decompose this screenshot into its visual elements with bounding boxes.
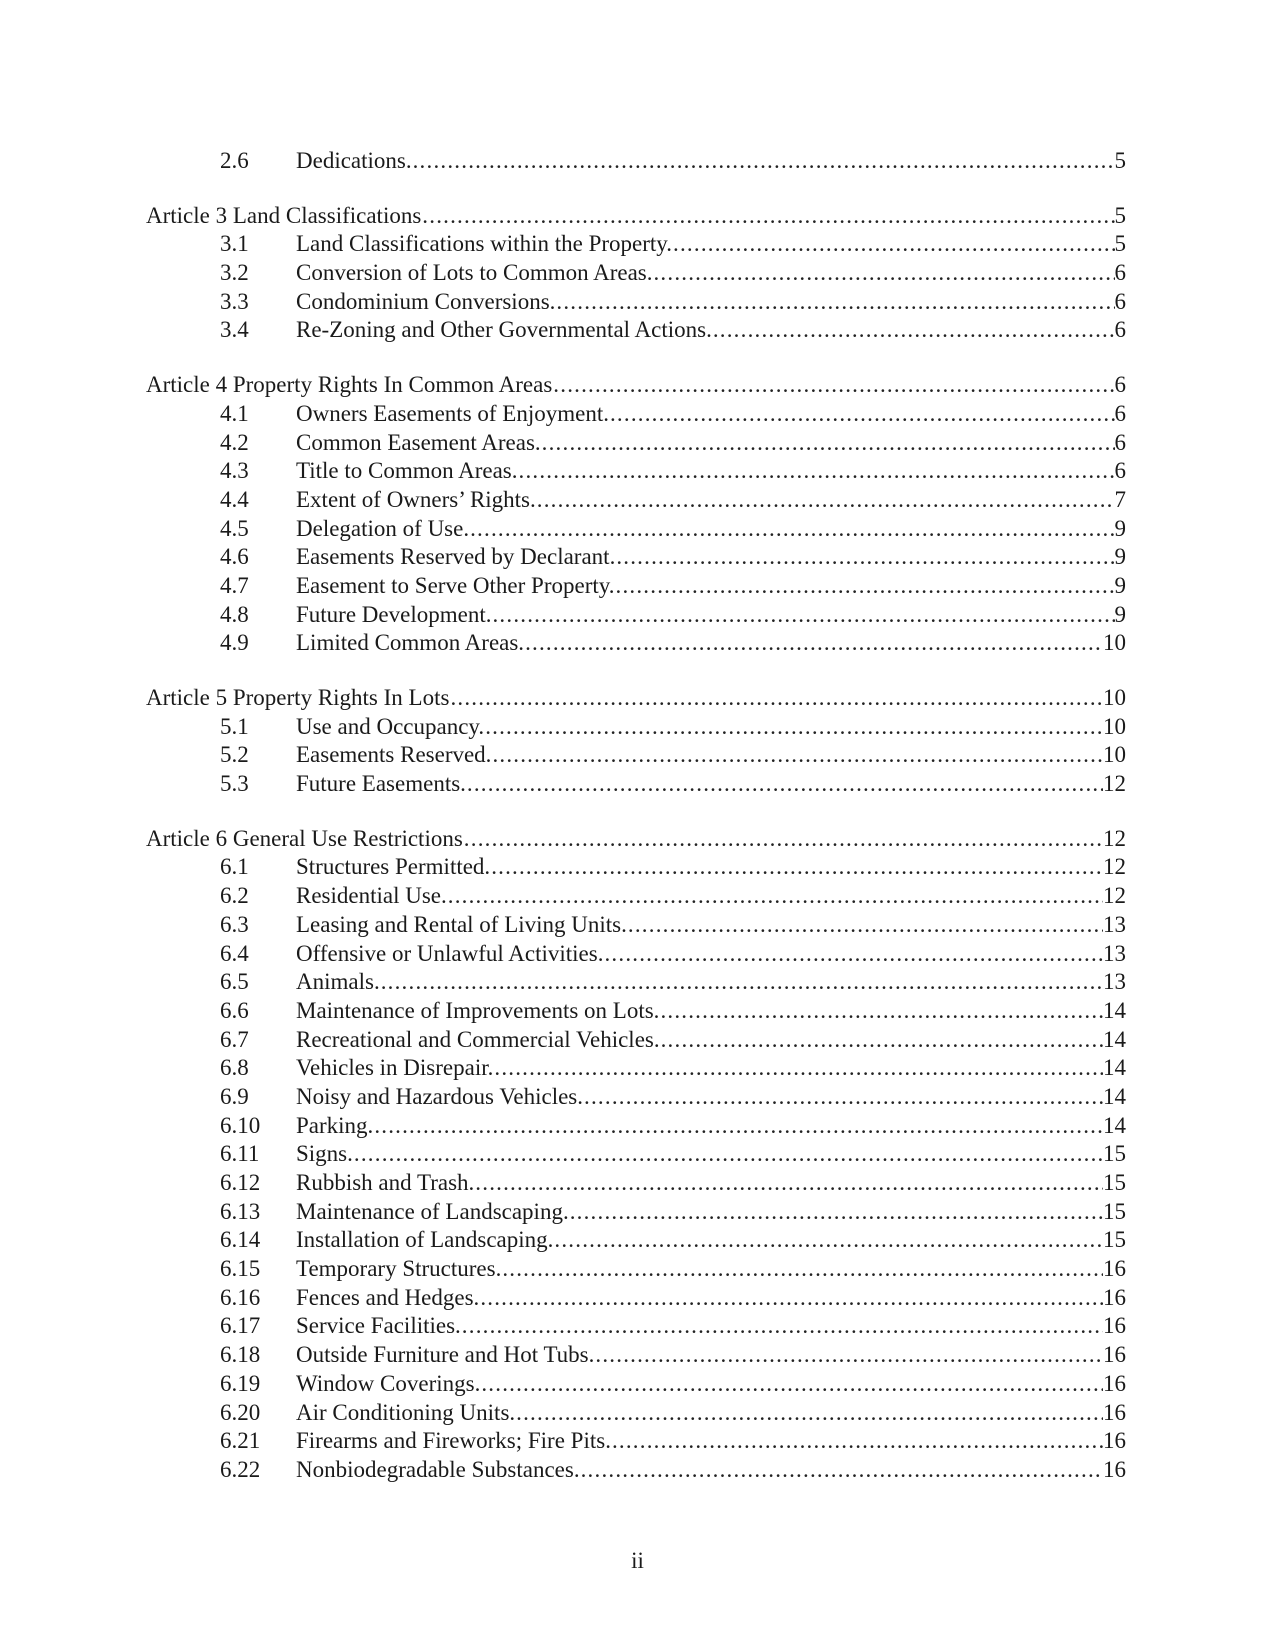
toc-section-title: Fences and Hedges. (296, 1284, 480, 1310)
toc-page-number: 5 (1114, 231, 1126, 257)
toc-section-entry[interactable] (146, 853, 1126, 882)
toc-section-title: Signs. (296, 1141, 353, 1167)
toc-page-number: 7 (1114, 486, 1126, 512)
dot-leader (480, 1370, 1103, 1399)
dot-leader (479, 1284, 1103, 1313)
toc-section-entry[interactable] (146, 882, 1126, 911)
dot-leader (461, 1312, 1103, 1341)
toc-section-title: Future Development. (296, 601, 492, 627)
toc-page-number: 12 (1103, 883, 1126, 909)
toc-section-entry[interactable] (146, 515, 1126, 544)
toc-section-number: 6.21 (220, 1428, 261, 1454)
toc-section-number: 4.5 (220, 515, 249, 541)
toc-section-title: Structures Permitted. (296, 854, 491, 880)
toc-section-number: 6.19 (220, 1370, 261, 1396)
dot-leader (484, 713, 1103, 742)
toc-page-number: 14 (1103, 1112, 1126, 1138)
toc-section-entry[interactable] (146, 770, 1126, 799)
toc-section-title: Firearms and Fireworks; Fire Pits. (296, 1428, 611, 1454)
toc-page-number: 6 (1114, 429, 1126, 455)
toc-section-entry[interactable] (146, 1427, 1126, 1456)
toc-section-title: Residential Use. (296, 883, 447, 909)
toc-section-number: 6.3 (220, 911, 249, 937)
toc-section-title: Parking. (296, 1112, 374, 1138)
toc-section-entry[interactable] (146, 259, 1126, 288)
dot-leader (536, 486, 1115, 515)
toc-page-number: 6 (1114, 458, 1126, 484)
toc-section-title: Dedications. (296, 148, 412, 173)
toc-section-entry[interactable] (146, 288, 1126, 317)
toc-page-number: 16 (1103, 1456, 1126, 1482)
dot-leader (652, 259, 1114, 288)
toc-section-title: Maintenance of Landscaping. (296, 1198, 569, 1224)
toc-section-entry[interactable] (146, 1198, 1126, 1227)
toc-page-number: 9 (1114, 572, 1126, 598)
dot-leader (594, 1341, 1103, 1370)
dot-leader (580, 1456, 1103, 1485)
toc-section-number: 4.1 (220, 400, 249, 426)
toc-section-entry[interactable] (146, 1226, 1126, 1255)
toc-page-number: 9 (1114, 601, 1126, 627)
toc-section-entry[interactable] (146, 486, 1126, 515)
toc-section-number: 6.14 (220, 1227, 261, 1253)
toc-section-entry[interactable] (146, 1312, 1126, 1341)
toc-section-number: 5.3 (220, 771, 249, 797)
dot-leader (615, 572, 1115, 601)
toc-heading-title: Article 4 Property Rights In Common Areas (146, 372, 553, 398)
toc-page-number: 6 (1114, 288, 1126, 314)
toc-page-number: 12 (1103, 854, 1126, 880)
toc-section-entry[interactable] (146, 429, 1126, 458)
toc-section-number: 6.17 (220, 1313, 261, 1339)
toc-section-number: 6.9 (220, 1083, 249, 1109)
toc-page-number: 16 (1103, 1342, 1126, 1368)
toc-article-heading[interactable] (146, 825, 1126, 854)
toc-section-number: 6.8 (220, 1055, 249, 1081)
toc-section-number: 4.2 (220, 429, 249, 455)
toc-section-entry[interactable] (146, 1399, 1126, 1428)
toc-page-number: 6 (1114, 400, 1126, 426)
toc-article-block (146, 371, 1126, 658)
toc-section-number: 6.2 (220, 883, 249, 909)
toc-section-title: Maintenance of Improvements on Lots. (296, 997, 660, 1023)
toc-section-title: Extent of Owners’ Rights. (296, 486, 536, 512)
toc-section-entry[interactable] (146, 1284, 1126, 1313)
toc-page-number: 10 (1103, 713, 1126, 739)
toc-section-entry[interactable] (146, 601, 1126, 630)
toc-section-entry[interactable] (146, 1169, 1126, 1198)
toc-section-number: 3.1 (220, 231, 249, 257)
toc-section-number: 4.4 (220, 486, 249, 512)
dot-leader (469, 515, 1114, 544)
toc-page-number: 6 (1114, 372, 1126, 398)
toc-page-number: 16 (1103, 1399, 1126, 1425)
toc-section-number: 6.6 (220, 997, 249, 1023)
toc-section-title: Easements Reserved. (296, 742, 492, 768)
dot-leader (412, 147, 1115, 176)
toc-page-number: 6 (1114, 260, 1126, 286)
toc-section-number: 6.1 (220, 854, 249, 880)
dot-leader (380, 968, 1103, 997)
toc-section-number: 4.9 (220, 630, 249, 656)
toc-article-block (146, 202, 1126, 345)
toc-page-number: 14 (1103, 1026, 1126, 1052)
toc-section-entry[interactable] (146, 1112, 1126, 1141)
dot-leader (491, 601, 1114, 630)
toc-section-number: 3.2 (220, 260, 249, 286)
toc-section-title: Nonbiodegradable Substances. (296, 1456, 580, 1482)
toc-section-entry[interactable] (146, 457, 1126, 486)
toc-section-number: 3.4 (220, 317, 249, 343)
toc-section-number: 6.18 (220, 1342, 261, 1368)
toc-article-block (146, 825, 1126, 1485)
toc-section-entry[interactable] (146, 629, 1126, 658)
dot-leader (627, 911, 1103, 940)
toc-section-title: Easement to Serve Other Property. (296, 572, 615, 598)
toc-section-title: Limited Common Areas. (296, 630, 525, 656)
dot-leader (447, 882, 1103, 911)
toc-page-number: 14 (1103, 1083, 1126, 1109)
toc-section-title: Title to Common Areas. (296, 458, 518, 484)
toc-section-title: Re-Zoning and Other Governmental Actions. (296, 317, 712, 343)
toc-page-number: 10 (1103, 685, 1126, 710)
dot-leader (583, 1083, 1103, 1112)
toc-section-number: 6.7 (220, 1026, 249, 1052)
toc-section-entry[interactable] (146, 400, 1126, 429)
toc-section-title: Leasing and Rental of Living Units. (296, 911, 627, 937)
toc-page-number: 10 (1103, 630, 1126, 656)
toc-section-number: 4.6 (220, 544, 249, 570)
toc-section-entry[interactable] (146, 968, 1126, 997)
toc-section-entry[interactable] (146, 911, 1126, 940)
dot-leader (490, 853, 1103, 882)
toc-section-entry[interactable] (146, 230, 1126, 259)
dot-leader (463, 825, 1103, 854)
toc-page-number: 13 (1103, 940, 1126, 966)
dot-leader (672, 230, 1114, 259)
dot-leader (615, 543, 1114, 572)
toc-section-number: 6.16 (220, 1284, 261, 1310)
toc-page-number: 13 (1103, 911, 1126, 937)
toc-page-number: 16 (1103, 1428, 1126, 1454)
toc-page-number: 14 (1103, 1055, 1126, 1081)
toc-section-entry[interactable] (146, 1026, 1126, 1055)
toc-section-title: Future Easements. (296, 771, 466, 797)
toc-section-title: Use and Occupancy. (296, 713, 485, 739)
toc-section-number: 5.1 (220, 713, 249, 739)
toc-section-number: 6.22 (220, 1456, 261, 1482)
toc-page-number: 16 (1103, 1313, 1126, 1339)
toc-article-heading[interactable] (146, 202, 1126, 231)
dot-leader (518, 457, 1115, 486)
dot-leader (353, 1140, 1103, 1169)
toc-page-number: 12 (1103, 771, 1126, 797)
toc-section-title: Common Easement Areas. (296, 429, 541, 455)
dot-leader (659, 997, 1103, 1026)
toc-section-entry[interactable] (146, 1140, 1126, 1169)
dot-leader (609, 400, 1115, 429)
toc-page-number: 15 (1103, 1141, 1126, 1167)
toc-page-number: 12 (1103, 825, 1126, 851)
toc-section-title: Offensive or Unlawful Activities. (296, 940, 604, 966)
dot-leader (541, 429, 1115, 458)
dot-leader (569, 1198, 1103, 1227)
toc-section-number: 6.11 (220, 1141, 260, 1167)
toc-section-entry[interactable] (146, 1054, 1126, 1083)
toc-section-title: Vehicles in Disrepair. (296, 1055, 494, 1081)
toc-page-number: 5 (1114, 148, 1126, 173)
toc-section-title: Service Facilities. (296, 1313, 461, 1339)
toc-section-title: Condominium Conversions. (296, 288, 556, 314)
toc-section-number: 2.6 (220, 148, 249, 173)
table-of-contents (146, 147, 1126, 1485)
toc-section-entry[interactable] (146, 713, 1126, 742)
toc-section-number: 6.13 (220, 1198, 261, 1224)
toc-section-title: Temporary Structures. (296, 1256, 502, 1282)
toc-page-number: 14 (1103, 997, 1126, 1023)
toc-article-block (146, 684, 1126, 799)
dot-leader (555, 288, 1114, 317)
dot-leader (660, 1026, 1103, 1055)
dot-leader (553, 1226, 1103, 1255)
toc-page-number: 16 (1103, 1284, 1126, 1310)
toc-page-number: 9 (1114, 515, 1126, 541)
dot-leader (491, 741, 1103, 770)
toc-section-entry[interactable] (146, 316, 1126, 345)
toc-heading-title: Article 5 Property Rights In Lots (146, 685, 450, 710)
toc-article-heading[interactable] (146, 371, 1126, 400)
dot-leader (373, 1112, 1103, 1141)
toc-section-number: 4.3 (220, 458, 249, 484)
toc-page-number: 13 (1103, 969, 1126, 995)
dot-leader (712, 316, 1115, 345)
toc-section-entry[interactable] (146, 940, 1126, 969)
toc-section-entry[interactable] (146, 741, 1126, 770)
dot-leader (515, 1399, 1103, 1428)
toc-section-entry[interactable] (146, 572, 1126, 601)
dot-leader (449, 684, 1103, 713)
toc-section-number: 4.8 (220, 601, 249, 627)
toc-section-entry[interactable] (146, 1341, 1126, 1370)
toc-page-number: 5 (1114, 202, 1126, 228)
toc-heading-title: Article 3 Land Classifications (146, 202, 422, 228)
toc-section-entry[interactable] (146, 543, 1126, 572)
dot-leader (552, 371, 1114, 400)
toc-heading-title: Article 6 General Use Restrictions (146, 825, 463, 851)
toc-section-title: Noisy and Hazardous Vehicles. (296, 1083, 584, 1109)
toc-section-title: Recreational and Commercial Vehicles. (296, 1026, 660, 1052)
toc-section-number: 3.3 (220, 288, 249, 314)
toc-article-block (146, 147, 1126, 176)
toc-section-number: 6.20 (220, 1399, 261, 1425)
dot-leader (611, 1427, 1103, 1456)
toc-section-number: 6.15 (220, 1256, 261, 1282)
toc-section-title: Owners Easements of Enjoyment. (296, 400, 609, 426)
toc-section-title: Outside Furniture and Hot Tubs. (296, 1342, 595, 1368)
toc-section-number: 6.4 (220, 940, 249, 966)
page-number: ii (631, 1548, 644, 1573)
toc-section-entry[interactable] (146, 1370, 1126, 1399)
toc-page-number: 9 (1114, 544, 1126, 570)
toc-section-title: Land Classifications within the Property. (296, 231, 673, 257)
dot-leader (421, 202, 1114, 231)
toc-section-entry[interactable] (146, 1456, 1126, 1485)
toc-page-number: 15 (1103, 1198, 1126, 1224)
toc-section-title: Installation of Landscaping. (296, 1227, 554, 1253)
dot-leader (493, 1054, 1103, 1083)
dot-leader (474, 1169, 1103, 1198)
toc-section-entry[interactable] (146, 147, 1126, 176)
toc-section-entry[interactable] (146, 1083, 1126, 1112)
toc-section-title: Window Coverings. (296, 1370, 481, 1396)
toc-article-heading[interactable] (146, 684, 1126, 713)
toc-section-title: Air Conditioning Units. (296, 1399, 516, 1425)
toc-section-number: 6.12 (220, 1170, 261, 1195)
toc-page-number: 15 (1103, 1170, 1126, 1195)
dot-leader (466, 770, 1103, 799)
toc-section-title: Animals. (296, 969, 380, 995)
toc-page-number: 6 (1114, 317, 1126, 343)
toc-section-number: 6.10 (220, 1112, 261, 1138)
toc-section-title: Conversion of Lots to Common Areas. (296, 260, 653, 286)
toc-page-number: 16 (1103, 1256, 1126, 1282)
dot-leader (501, 1255, 1103, 1284)
toc-page-number: 16 (1103, 1370, 1126, 1396)
toc-page-number: 10 (1103, 742, 1126, 768)
toc-section-number: 4.7 (220, 572, 249, 598)
toc-section-entry[interactable] (146, 1255, 1126, 1284)
toc-section-number: 6.5 (220, 969, 249, 995)
toc-section-title: Rubbish and Trash. (296, 1170, 475, 1195)
toc-section-number: 5.2 (220, 742, 249, 768)
dot-leader (524, 629, 1103, 658)
toc-page-number: 15 (1103, 1227, 1126, 1253)
dot-leader (603, 940, 1103, 969)
toc-section-title: Easements Reserved by Declarant. (296, 544, 616, 570)
toc-section-entry[interactable] (146, 997, 1126, 1026)
toc-section-title: Delegation of Use. (296, 515, 470, 541)
